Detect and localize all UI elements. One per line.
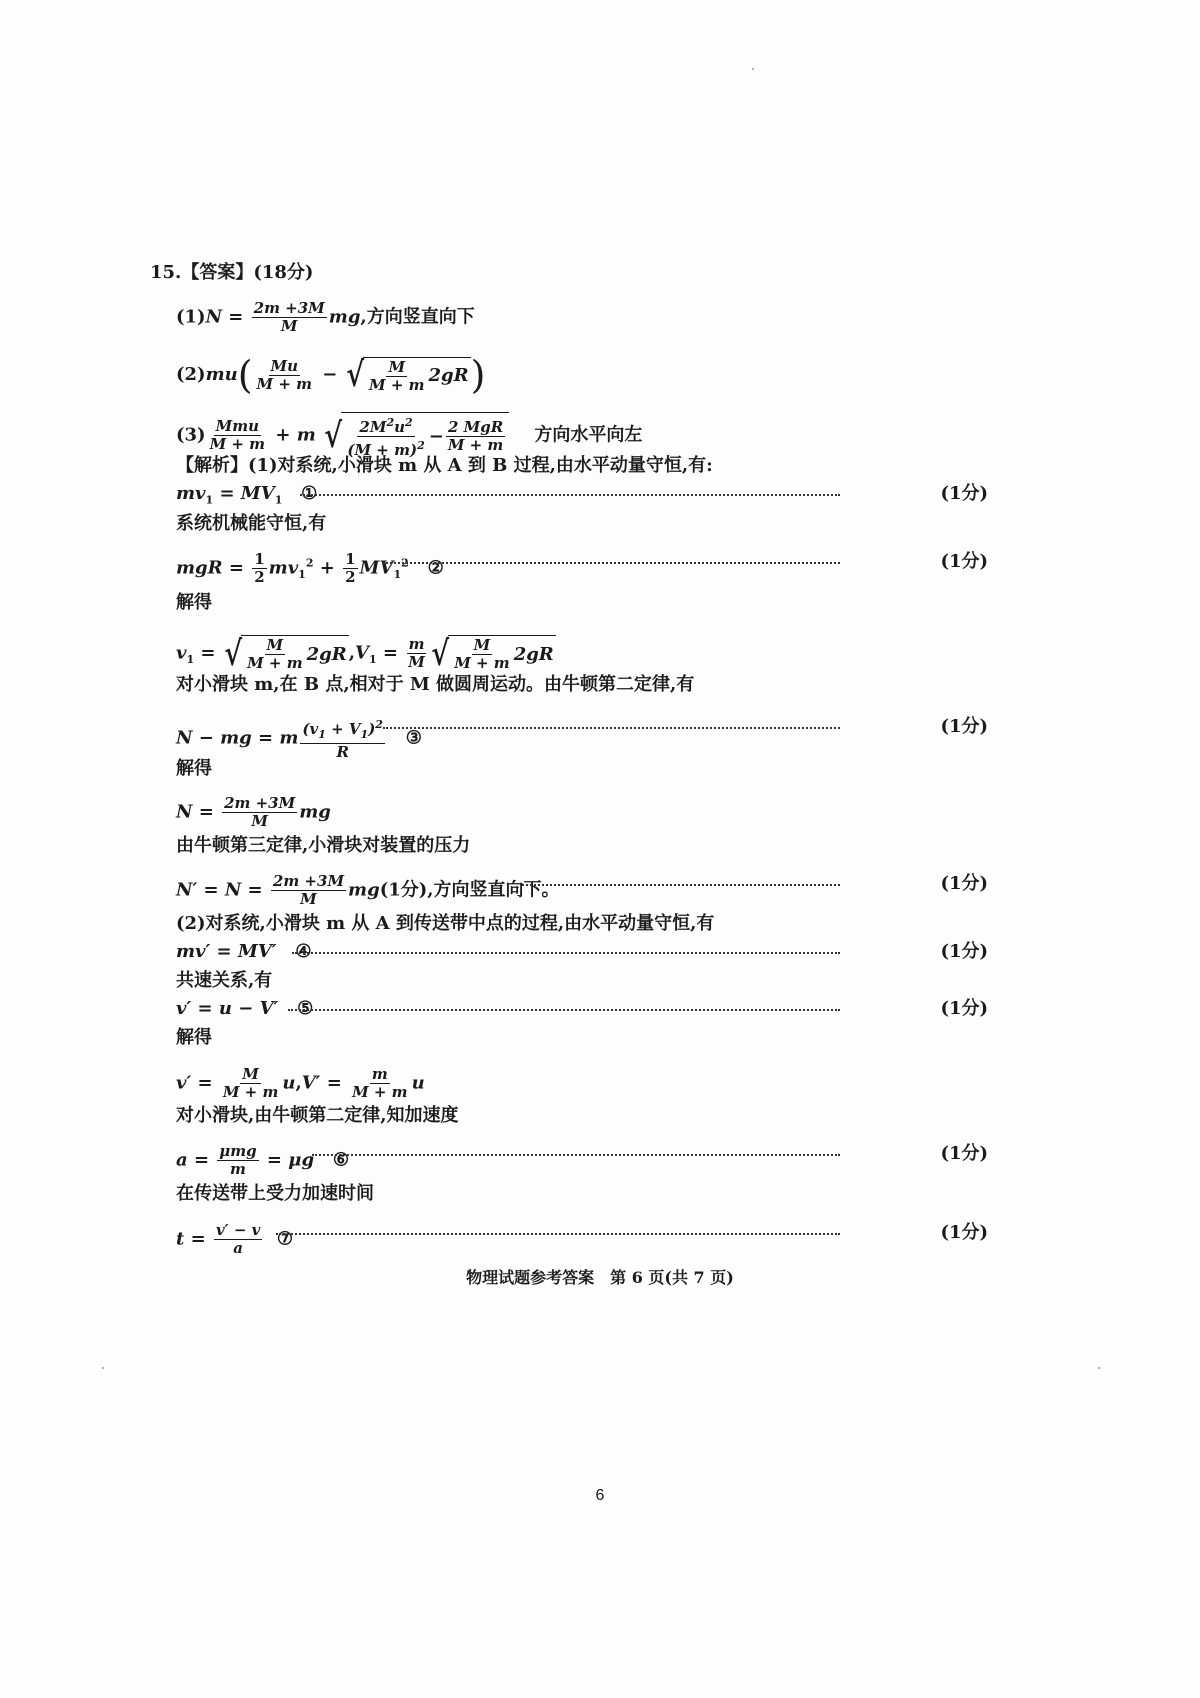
solution-v1-formula: $v_1$ = √ $\frac{M}{M + m}$ 2gR $,V_1$ = $\frac{m}{M}$ √ $\frac{M}{M + m}$ 2gR xyxy=(176,633,554,674)
score-4: (1分) xyxy=(940,873,988,894)
marker-5: ⑤ xyxy=(297,998,314,1019)
answer-2-formula: (2)mu( $\frac{Mu}{M + m}$ − √ $\frac{M}{M + m}$ 2gR ) xyxy=(176,353,486,397)
marker-2: ② xyxy=(427,557,444,579)
header-text: 15.【答案】(18分) xyxy=(150,262,314,283)
answer-3-suffix: 方向水平向左 xyxy=(534,424,643,446)
answer-2-prefix: (2) xyxy=(176,364,206,385)
part2-intro-label: (2)对系统,小滑块 m 从 A 到传送带中点的过程,由水平动量守恒,有 xyxy=(176,913,715,934)
score-1: (1分) xyxy=(940,483,988,504)
scan-speck xyxy=(752,68,754,70)
score-5: (1分) xyxy=(940,941,988,962)
cospeed-label: 共速关系,有 xyxy=(176,970,273,991)
solve-1-label: 解得 xyxy=(176,592,212,613)
scan-speck xyxy=(1098,1367,1100,1369)
leader-dots xyxy=(312,1154,840,1156)
energy-text-label: 系统机械能守恒,有 xyxy=(176,513,327,534)
score-3: (1分) xyxy=(940,716,988,737)
leader-dots xyxy=(383,727,840,729)
answer-3-formula: (3) $\frac{\text{Mmu}}{M + m}$ + m √ $\frac{2M^2u^2}{(M + m)^2}$ − $\frac{\text{2 MgR}}{M + m}$ 方向水平向左 xyxy=(176,412,642,459)
leader-dots xyxy=(288,1009,840,1011)
equation-4-formula: mv′ = MV′ ④ xyxy=(176,941,312,962)
marker-4: ④ xyxy=(295,941,312,962)
answer-1-prefix: (1) xyxy=(176,306,206,328)
equation-6-formula: a = $\frac{\text{μmg}}{m}$ = μg ⑥ xyxy=(176,1142,349,1178)
time-label: 在传送带上受力加速时间 xyxy=(176,1183,374,1204)
third-law-suffix: (1分),方向竖直向下。 xyxy=(379,879,560,901)
equation-7-formula: t = $\frac{v' - v}{a}$ ⑦ xyxy=(176,1221,294,1257)
analysis-intro-text: 【解析】(1)对系统,小滑块 m 从 A 到 B 过程,由水平动量守恒,有: xyxy=(176,455,713,476)
equation-5-formula: v′ = u − V′ ⑤ xyxy=(176,998,314,1019)
third-law-label: 由牛顿第三定律,小滑块对装置的压力 xyxy=(176,835,471,856)
answer-3-prefix: (3) xyxy=(176,424,206,446)
leader-dots xyxy=(383,562,840,564)
leader-dots xyxy=(522,884,840,886)
equation-1-formula: $mv_1 = MV_1$ ① xyxy=(176,483,318,507)
scan-speck xyxy=(102,1367,104,1369)
equation-3-formula: N − mg = m $\frac{(v_1 + V_1)^2}{R}$ ③ xyxy=(176,718,422,761)
accel-label: 对小滑块,由牛顿第二定律,知加速度 xyxy=(176,1105,459,1126)
leader-dots xyxy=(292,952,840,954)
marker-1: ① xyxy=(301,483,318,504)
solve-2-label: 解得 xyxy=(176,758,212,779)
marker-6: ⑥ xyxy=(332,1149,349,1171)
score-7: (1分) xyxy=(940,1143,988,1164)
answer-1-suffix: ,方向竖直向下 xyxy=(360,306,475,328)
leader-dots xyxy=(300,494,840,496)
page-footer: 物理试题参考答案 第 6 页(共 7 页) xyxy=(466,1268,734,1287)
leader-dots xyxy=(276,1233,840,1235)
solution-N-formula: N = $\frac{2m +3M}{M}$ mg xyxy=(176,794,331,830)
marker-7: ⑦ xyxy=(276,1228,294,1250)
equation-2-formula: mgR = $\frac{1}{2}$ $mv_1^2$ + $\frac{1}{2}$ $MV_1^2$ ② xyxy=(176,550,444,586)
third-law-formula: N′ = N = $\frac{2m +3M}{M}$ mg(1分),方向竖直向下。 xyxy=(176,872,560,908)
page-number: 6 xyxy=(595,1487,605,1504)
marker-3: ③ xyxy=(405,727,422,749)
solve-3-label: 解得 xyxy=(176,1027,212,1048)
solution-v-prime-formula: v′ = $\frac{M}{M + m}$ u,V′ = $\frac{m}{M + m}$ u xyxy=(176,1065,425,1101)
score-2: (1分) xyxy=(940,551,988,572)
answer-1-formula: (1)N = $\frac{2m +3M}{M}$ mg,方向竖直向下 xyxy=(176,299,475,335)
score-8: (1分) xyxy=(940,1222,988,1243)
circle-text-label: 对小滑块 m,在 B 点,相对于 M 做圆周运动。由牛顿第二定律,有 xyxy=(176,674,695,695)
score-6: (1分) xyxy=(940,998,988,1019)
